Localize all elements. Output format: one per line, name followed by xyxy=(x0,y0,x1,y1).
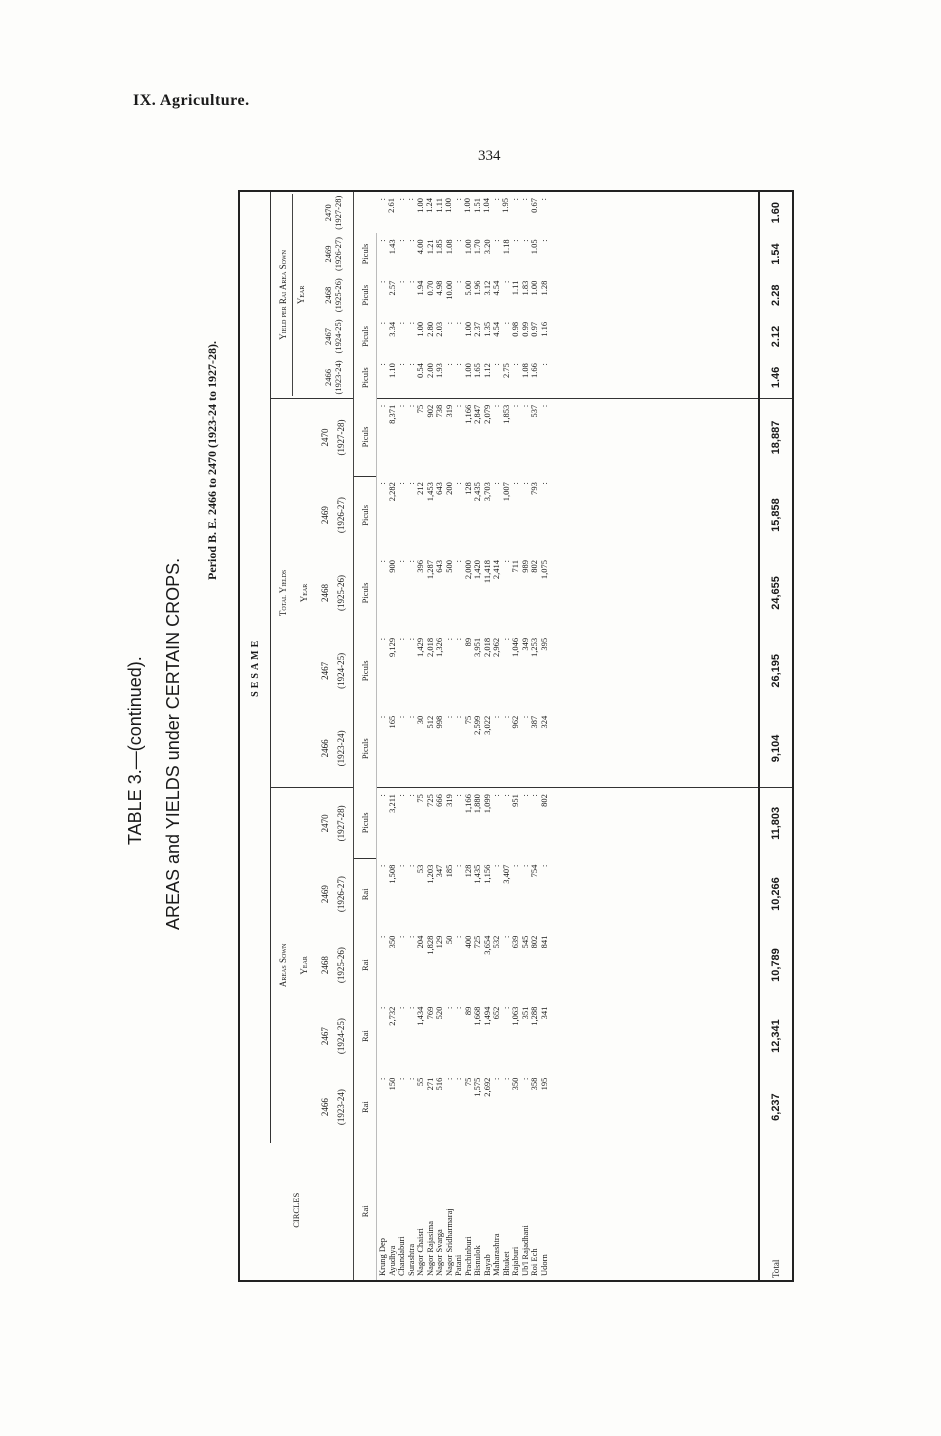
yields-year-header xyxy=(313,476,354,554)
unit-piculs: Piculs xyxy=(354,554,377,632)
table-number: TABLE 3.—(continued). xyxy=(125,656,145,845)
unit-row xyxy=(354,192,377,1280)
per-rai-year-header: 2468 (1925-26) xyxy=(313,275,354,316)
period-subtitle: Period B. E. 2466 to 2470 (1923-24 to 1927-28). xyxy=(205,341,219,580)
area-column: : 3,211 : : 75 725 666 319 : 1,166 1,880 1,099 : : 951 : : 802 xyxy=(377,794,549,814)
year-be: 2467 xyxy=(320,1027,330,1046)
total-area: 10,789 xyxy=(759,930,792,1001)
unit-rai: Rai xyxy=(354,1001,377,1072)
unit-piculs: Piculs xyxy=(354,476,377,554)
areas-year-header xyxy=(313,1001,354,1072)
total-per-rai: 1.60 xyxy=(759,192,792,233)
area-column: : 1,508 : : 53 1,203 347 185 : 128 1,435 1,156 : 3,407 : : 754 : xyxy=(377,864,549,884)
areas-group-header: Areas Sown xyxy=(278,943,288,988)
areas-year-header xyxy=(313,859,354,930)
per-rai-year-header: 2470 (1927-28) xyxy=(313,192,354,233)
year-ce: (1926-27) xyxy=(336,497,346,534)
unit-piculs: Piculs xyxy=(354,357,377,398)
yields-year-header xyxy=(313,398,354,476)
yield-column: : 2,282 : : 212 1,453 643 200 : 128 2,435 3,703 : 1,007 : : 793 : xyxy=(377,482,549,502)
circles-header: CIRCLES xyxy=(240,1143,354,1280)
year-ce: (1927-28) xyxy=(336,419,346,456)
unit-piculs: Piculs xyxy=(354,710,377,788)
yields-year-label: Year xyxy=(295,398,313,787)
yields-year-header xyxy=(313,632,354,710)
total-per-rai: 2.12 xyxy=(759,316,792,357)
per-rai-column: : 1.10 : : 0.54 2.00 1.93 : : 1.00 1.65 1.12 : 2.75 : 1.08 1.66 : xyxy=(377,357,760,398)
unit-piculs: Piculs xyxy=(354,788,377,859)
unit-rai: Rai xyxy=(354,930,377,1001)
year-ce: (1926-27) xyxy=(336,876,346,913)
year-be: 2469 xyxy=(320,506,330,525)
data-row xyxy=(377,192,760,1280)
year-be: 2470 xyxy=(320,814,330,833)
table-title: AREAS and YIELDS under CERTAIN CROPS. xyxy=(163,557,183,930)
area-column: : 350 : : 204 1,828 129 50 : 400 725 3,654 532 : 639 545 802 841 xyxy=(377,935,549,955)
total-yield: 24,655 xyxy=(759,554,792,632)
per-rai-label: Yield per Rai Area Sown xyxy=(278,249,288,340)
year-ce: (1925-26) xyxy=(336,574,346,611)
total-per-rai: 1.46 xyxy=(759,357,792,398)
yields-group-header: Total Yields xyxy=(271,398,296,787)
yield-column: : 8,371 : : 75 902 738 319 : 1,166 2,847 2,079 : 1,853 : : 537 : xyxy=(377,404,549,424)
crop-heading: SESAME xyxy=(240,192,271,1143)
unit-rai: Rai xyxy=(354,1143,377,1280)
unit-piculs: Piculs xyxy=(354,233,377,274)
circle-names: Krung Dep Ayudhya Chandaburi Surashtra Nagor Chaisri Nagor Rajasima Nagor Svarga Nagor Sridharmaraj Patani Prachinburi Bisnulok Bayab Maharashtra Bhuket Rajaburi Ub'l Rajadhani Roi Ech Udorn xyxy=(377,1208,549,1276)
unit-piculs: Piculs xyxy=(354,398,377,476)
year-be: 2468 xyxy=(320,956,330,975)
unit-piculs: Piculs xyxy=(354,316,377,357)
per-rai-group-header xyxy=(271,192,314,398)
total-area: 11,803 xyxy=(759,788,792,859)
per-rai-column: : 2.57 : : 1.94 0.70 4.98 10.00 : 5.00 1.96 3.12 4.54 : 1.11 1.83 1.00 1.28 xyxy=(377,280,549,300)
year-be: 2466 xyxy=(320,739,330,758)
unit-rai: Rai xyxy=(354,1072,377,1143)
unit-rai: Rai xyxy=(354,859,377,930)
per-rai-year-header: 2466 (1923-24) xyxy=(313,357,354,398)
area-column: : 150 : : 55 271 516 : : 75 1,575 2,692 : : 350 : 358 195 xyxy=(377,1077,549,1097)
total-per-rai: 1.54 xyxy=(759,233,792,274)
year-header-row xyxy=(313,192,354,1280)
sesame-table xyxy=(238,190,794,1282)
areas-year-label: Year xyxy=(299,956,309,975)
total-per-rai: 2.28 xyxy=(759,275,792,316)
year-be: 2469 xyxy=(320,885,330,904)
areas-year-header xyxy=(313,788,354,859)
unit-piculs: Piculs xyxy=(354,275,377,316)
total-yield: 18,887 xyxy=(759,398,792,476)
yields-year-header xyxy=(313,554,354,632)
total-area: 10,266 xyxy=(759,859,792,930)
year-be: 2466 xyxy=(320,1098,330,1117)
year-ce: (1927-28) xyxy=(336,805,346,842)
area-column: : 2,732 : : 1,434 769 520 : : 89 1,668 1,494 652 : 1,063 351 1,288 341 xyxy=(377,1006,549,1026)
total-area: 12,341 xyxy=(759,1001,792,1072)
total-yield: 26,195 xyxy=(759,632,792,710)
per-rai-year-label: Year xyxy=(292,194,306,396)
areas-year-header xyxy=(313,1072,354,1143)
year-ce: (1924-25) xyxy=(336,652,346,689)
per-rai-column: : 1.43 : : 4.00 1.21 1.85 1.08 : 1.00 1.70 3.20 : 1.18 : : 1.05 : xyxy=(377,239,549,255)
year-be: 2467 xyxy=(320,661,330,680)
total-label: Total xyxy=(759,1143,792,1280)
total-yield: 9,104 xyxy=(759,710,792,788)
yield-column: : 900 : : 396 1,287 643 500 : 2,000 1,420 11,418 2,414 : 711 989 802 1,075 xyxy=(377,560,549,584)
yield-column: : 9,129 : : 1,429 2,018 1,326 : : 89 3,951 2,018 2,962 : 1,046 349 1,253 395 xyxy=(377,637,549,657)
total-area: 6,237 xyxy=(759,1072,792,1143)
year-ce: (1923-24) xyxy=(336,730,346,767)
year-ce: (1925-26) xyxy=(336,947,346,984)
per-rai-year-header: 2469 (1926-27) xyxy=(313,233,354,274)
total-yield: 15,858 xyxy=(759,476,792,554)
page-number: 334 xyxy=(478,148,501,164)
yield-column: : 165 : : 30 512 998 : : 75 2,599 3,022 : : 962 : 387 324 xyxy=(377,710,760,788)
section-heading: IX. Agriculture. xyxy=(133,92,250,109)
year-ce: (1924-25) xyxy=(336,1018,346,1055)
unit-piculs: Piculs xyxy=(354,632,377,710)
year-be: 2468 xyxy=(320,583,330,602)
per-rai-column: : 3.34 : : 1.00 2.80 2.03 : : 1.00 2.37 1.35 4.54 : 0.98 0.99 0.97 1.16 xyxy=(377,321,549,337)
yields-year-header xyxy=(313,710,354,788)
total-row xyxy=(759,192,792,1280)
year-ce: (1923-24) xyxy=(336,1089,346,1126)
per-rai-column: : 2.61 : : 1.00 1.24 1.11 1.00 : 1.00 1.51 1.04 : 1.95 : : 0.67 : xyxy=(376,198,548,213)
areas-year-header xyxy=(313,930,354,1001)
year-be: 2470 xyxy=(320,428,330,447)
per-rai-year-header: 2467 (1924-25) xyxy=(313,316,354,357)
